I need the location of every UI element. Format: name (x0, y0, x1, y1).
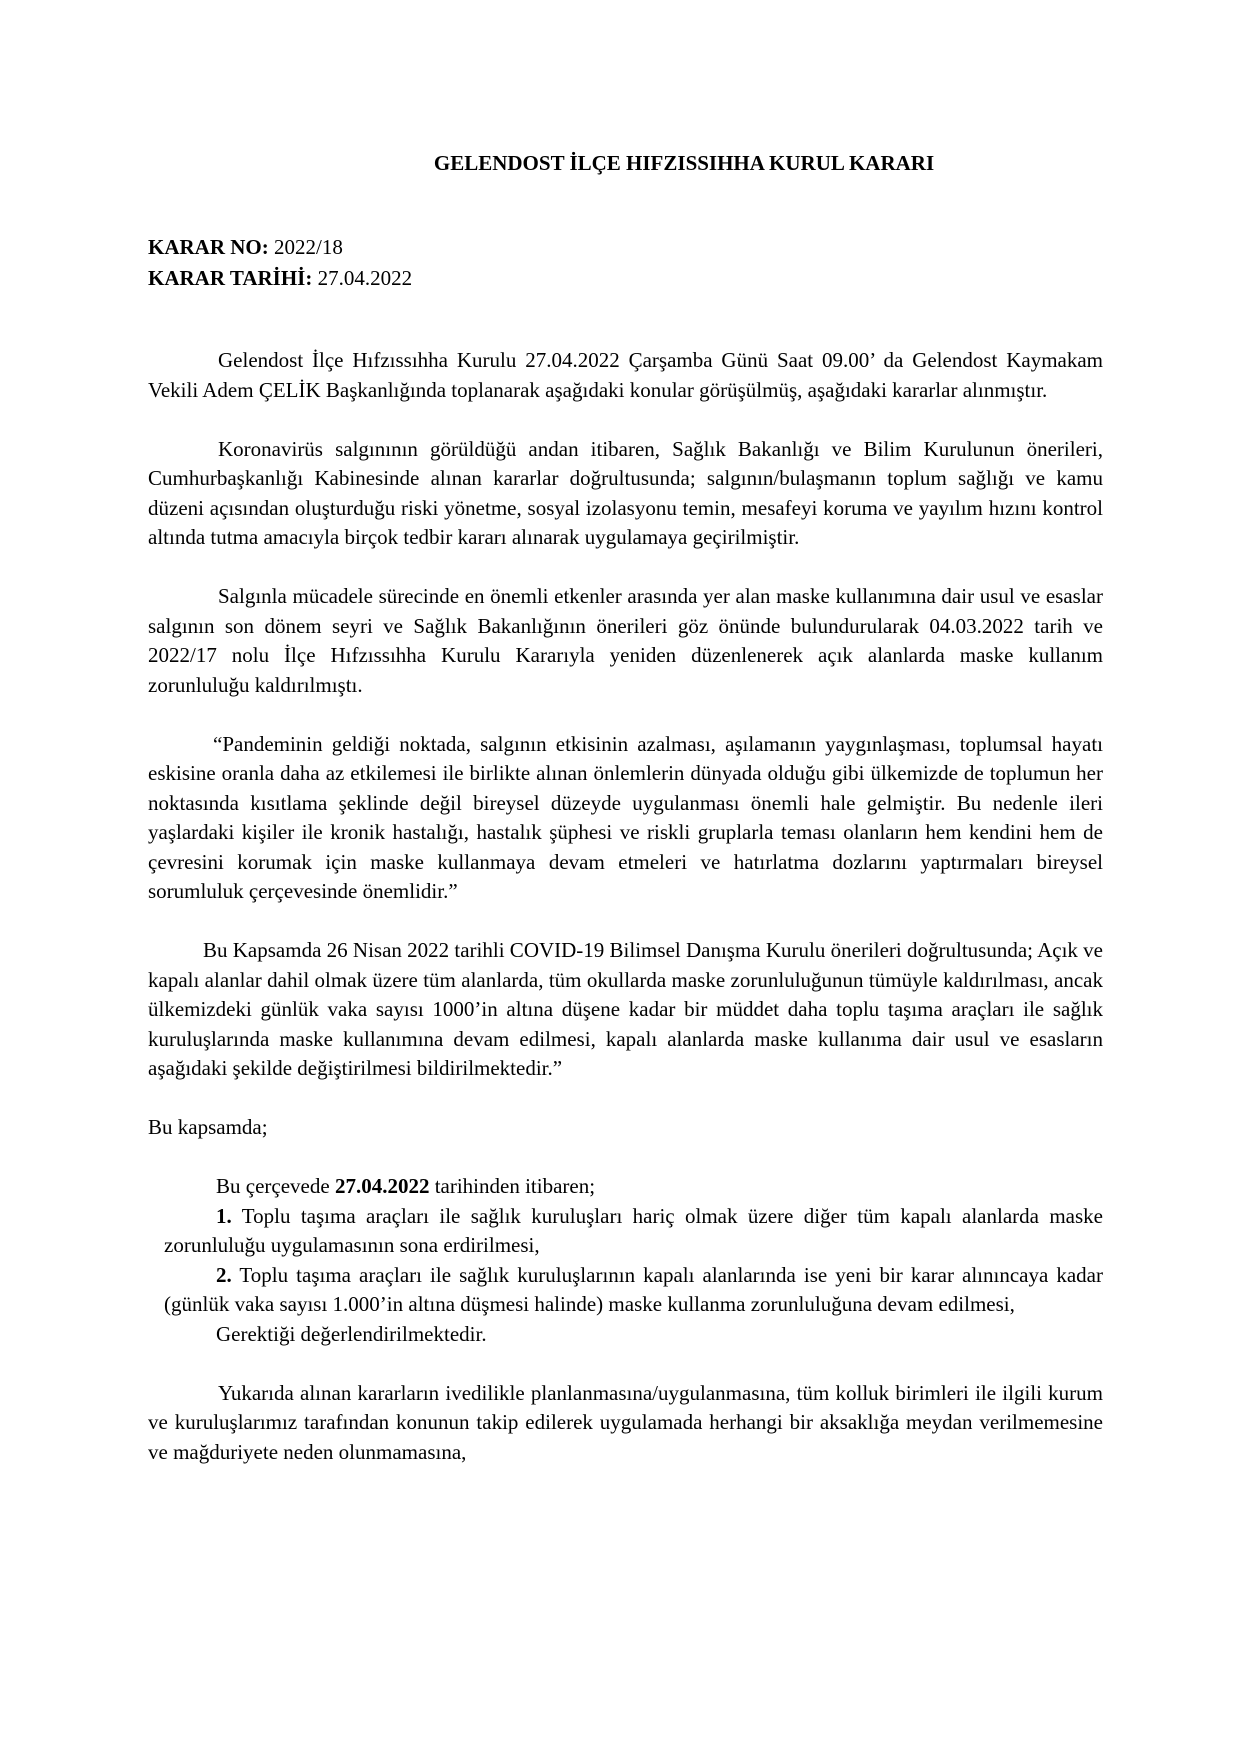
document-body (148, 346, 1103, 1467)
paragraph-in-this-scope: Bu kapsamda; (148, 1115, 268, 1139)
decision-item-number: 2. (216, 1262, 232, 1287)
decision-intro-prefix: Bu çerçevede (216, 1174, 335, 1198)
paragraph-scope: Bu Kapsamda 26 Nisan 2022 tarihli COVID-19 Bilimsel Danışma Kurulu önerileri doğrultusunda; Açık ve kapalı alanlar dahil olmak üzere tüm alanlarda, tüm okullarda maske zorunluluğunun tümüyle kaldırılması, ancak ülkemizdeki günlük vaka sayısı 1000’in altına düşene kadar bir müddet daha toplu taşıma araçları ile sağlık kuruluşlarında maske kullanımına devam edilmesi, kapalı alanlarda maske kullanıma dair usul ve esasların aşağıdaki şekilde değiştirilmesi bildirilmektedir.” (148, 938, 1103, 1080)
decision-number-line (148, 232, 412, 263)
decision-intro-suffix: tarihinden itibaren; (429, 1174, 596, 1198)
decision-item-text: Toplu taşıma araçları ile sağlık kuruluşlarının kapalı alanlarında ise yeni bir karar alınıncaya kadar (günlük vaka sayısı 1.000’in altına düşmesi halinde) maske kullanma zorunluluğuna devam edilmesi, (164, 1262, 1103, 1316)
decision-number-value: 2022/18 (268, 235, 343, 259)
decision-date-value: 27.04.2022 (312, 266, 413, 290)
paragraph-mask-rules: Salgınla mücadele sürecinde en önemli etkenler arasında yer alan maske kullanımına dair usul ve esaslar salgının son dönem seyri ve Sağlık Bakanlığının önerileri göz önünde bulundurularak 04.03.2022 tarih ve 2022/17 nolu İlçe Hıfzıssıhha Kurulu Kararıyla yeniden düzenlenerek açık alanlarda maske kullanım zorunluluğu kaldırılmıştı. (148, 584, 1103, 697)
decision-item (148, 1202, 1103, 1261)
paragraph-meeting: Gelendost İlçe Hıfzıssıhha Kurulu 27.04.2022 Çarşamba Günü Saat 09.00’ da Gelendost Kaymakam Vekili Adem ÇELİK Başkanlığında toplanarak aşağıdaki konular görüşülmüş, aşağıdaki kararlar alınmıştır. (148, 348, 1103, 402)
decision-intro-date: 27.04.2022 (334, 1174, 430, 1198)
decision-item (148, 1261, 1103, 1320)
decision-date-label: KARAR TARİHİ: (148, 266, 313, 290)
decision-date-line (148, 263, 412, 294)
paragraph-final: Yukarıda alınan kararların ivedilikle planlanmasına/uygulanmasına, tüm kolluk birimleri ile ilgili kurum ve kuruluşlarımız tarafından konunun takip edilerek uygulamada herhangi bir aksaklığa meydan verilmemesine ve mağduriyete neden olunmamasına, (148, 1380, 1103, 1464)
decision-number-label: KARAR NO: (148, 235, 269, 259)
paragraph-background: Koronavirüs salgınının görüldüğü andan itibaren, Sağlık Bakanlığı ve Bilim Kurulunun önerileri, Cumhurbaşkanlığı Kabinesinde alınan kararlar doğrultusunda; salgının/bulaşmanın toplum sağlığı ve kamu düzeni açısından oluşturduğu riski yönetme, sosyal izolasyonu temin, mesafeyi koruma ve yayılım hızını kontrol altında tutma amacıyla birçok tedbir kararı alınarak uygulamaya geçirilmiştir. (148, 436, 1103, 549)
decision-meta (148, 232, 412, 294)
paragraph-quote: “Pandeminin geldiği noktada, salgının etkisinin azalması, aşılamanın yaygınlaşması, toplumsal hayatı eskisine oranla daha az etkilemesi ile birlikte alınan önlemlerin dünyada olduğu gibi ülkemizde de toplumun her noktasında kısıtlama şeklinde değil bireysel düzeyde uygulanması önemli hale gelmiştir. Bu nedenle ileri yaşlardaki kişiler ile kronik hastalığı, hastalık şüphesi ve riskli gruplarla teması olanların hem kendini hem de çevresini korumak için maske kullanmaya devam etmeleri ve hatırlatma dozlarını yaptırmaları bireysel sorumluluk çerçevesinde önemlidir.” (148, 731, 1103, 903)
decision-intro (148, 1172, 1103, 1202)
decision-closing-line: Gerektiği değerlendirilmektedir. (216, 1321, 487, 1346)
decision-item-number: 1. (216, 1203, 232, 1228)
decision-item-text: Toplu taşıma araçları ile sağlık kuruluşları hariç olmak üzere diğer tüm kapalı alanlarda maske zorunluluğu uygulamasının sona erdirilmesi, (164, 1203, 1103, 1257)
document-title: GELENDOST İLÇE HIFZISSIHHA KURUL KARARI (433, 151, 935, 175)
